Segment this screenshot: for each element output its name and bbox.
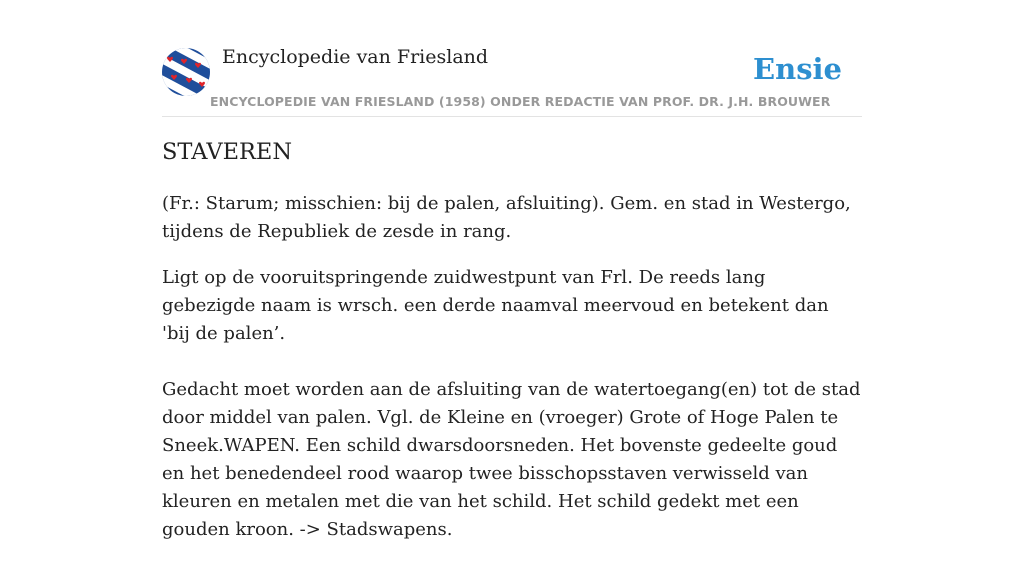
article-paragraph: Gedacht moet worden aan de afsluiting van de watertoegang(en) tot de stad door middel van palen. Vgl. de Kleine en (vroeger) Grote of Hoge Palen te Sneek.WAPEN. Een schild dwarsdoorsneden. Het bovenste gedeelte goud en het benedendeel rood waarop twee bisschopsstaven verwisseld van kleuren en metalen met die van het schild. Het schild gedekt met een gouden kroon. -> Stadswapens. bbox=[162, 379, 861, 540]
source-subtitle: ENCYCLOPEDIE VAN FRIESLAND (1958) ONDER REDACTIE VAN PROF. DR. J.H. BROUWER bbox=[210, 94, 831, 109]
article-paragraph: (Fr.: Starum; misschien: bij de palen, afsluiting). Gem. en stad in Westergo, tijdens de Republiek de zesde in rang. bbox=[162, 193, 851, 242]
article-title: STAVEREN bbox=[162, 139, 293, 165]
ensie-logo[interactable]: Ensie bbox=[753, 52, 842, 86]
source-header bbox=[162, 0, 862, 117]
article-body bbox=[162, 190, 862, 562]
frisian-flag-icon[interactable] bbox=[162, 48, 210, 96]
article-paragraph: Ligt op de vooruitspringende zuidwestpunt van Frl. De reeds lang gebezigde naam is wrsch. een derde naamval meervoud en betekent dan 'bij de palen’. bbox=[162, 267, 829, 344]
source-title[interactable]: Encyclopedie van Friesland bbox=[222, 46, 489, 68]
page bbox=[162, 0, 862, 540]
